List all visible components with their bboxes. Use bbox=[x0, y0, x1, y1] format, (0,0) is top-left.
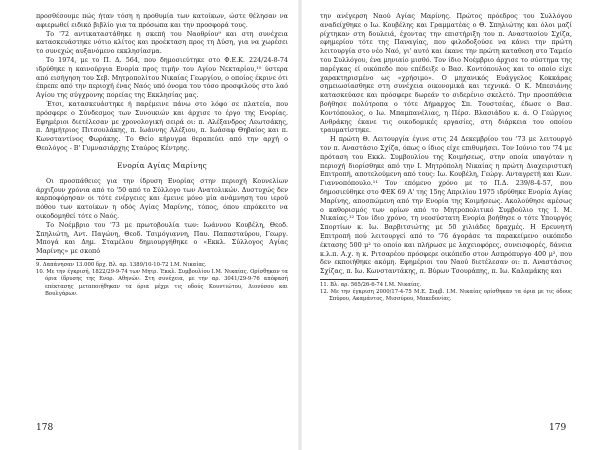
left-page bbox=[36, 12, 288, 407]
page-number-right: 179 bbox=[549, 423, 567, 433]
footnote-rule bbox=[36, 259, 94, 260]
section-heading: Ενορία Αγίας Μαρίνης bbox=[117, 160, 207, 170]
book-gutter bbox=[298, 0, 302, 450]
footnote-12: 12. Με την έγκριση 2000/17-4-75 Μ.Ε. Συμβ. Ι.Μ. Νικαίας ορίσθηκαν τα όρια με τις όδους Σπύρου, Ακαμάντος, Μισσύρου, Μακεδονίας. bbox=[320, 289, 572, 303]
right-paragraph-2: Η πρώτη Θ. Λειτουργία έγινε στις 24 Δεκεμβρίου του '73 με λειτουργό τον π. Αναστάσιο Σχίζα, όπως ο ίδιος είχε επιθυμήσει. Τον Ιούνιο του '74 με πρόταση του Εκκλ. Συμβουλίου της Κοιμήσεως, στην οποία υπαγόταν η περιοχή διορίσθηκε από την Ι. Μητρόπολη Νικαίας η πρώτη Διαχειριστική Επιτροπή, αποτελούμενη από τους: Ιω. Κουβέλη, Γεώργ. Ανταγρετή και Κων. Γιαννοπόπουλο.¹¹ Τον επόμενο χρόνο με το Π.Δ. 239/8-4-57, που δημοσιεύθηκε στο ΦΕΚ 69 Α' της 15ης Απριλίου 1975 ιδρύθηκε Ενορία Αγίας Μαρίνης, αποσπώμενη από την Ενορία της Κοιμήσεως. Ακολούθησε αμέσως ο καθορισμός των ορίων από το Μητροπολιτικό Συμβούλιο της Ι. Μ. Νικαίας.¹² Τον ίδιο χρόνο, τη νεοσύστατη Ενορία βοήθησε ο τότε Υπουργός Σπορτίων κ. Ιω. Βαρβιτσιώτης με 50 χιλιάδες δραχμές. Η Ερευνητή Επιτροπή πού λειτουργεί από το '76 άγοράσε τα παρακείμενο οικόπεδο έκτασης 500 μ² το οποίο και πλήρωσε με λαχειοφόρες, συνεισφορές, δάνεια κ.λ.π. Α.χ. η κ. Ριτσαρέου πρόσφερε οικόπεδο στον Ασπρόπυργο 400 μ², που δεν εκποιήθηκε ακόμη. Εφημέριοι του Ναού διετέλεσαν οι: π. Αναστάσιος Σχίζας, π. Ιω. Κωνσταντάκης, π. Βύρων Τσουράπης, π. Ιω. Καλαμάκης και bbox=[320, 135, 572, 276]
right-paragraph-1: την ανέγερση Ναού Αγίας Μαρίνης. Πρώτος πρόεδρος του Συλλόγου αναδείχθηκε ο Ιω. Κουβέλης και Γραμματέας ο Θ. Σπηλιώτης και όλοι μαζί ρίχτηκαν στη δουλειά, έχοντας την επιστήριξη του π. Αναστασίου Σχίζα, εφημερίου τότε της Παναγίας, που φιλοδοξούσε να κάνει την πρώτη λειτουργία στο νέο Ναό, γι' αυτό και έκανε την πρώτη καταθεση στο Ταμείο του Συλλόγου, ένα μηνιαίο μισθό. Τον ίδιο Νοέμβριο άρχισε το σύστημα της παρέγκας εί οικόπεδο που επέδειξε ο Βασ. Κοντόπουλος και το οποίο είχε χαρακτηρισμένο ως «χρήσιμο». Ο μηχανικός Ευάγγελος Κοκκάρας σημειωσίασθηκε στη συνέχεια οικονομικά και τεχνικά. Ο Κ. Μπεσιάνης κατασκεύασε και πρόσφερε δωρεάν το σιδερένιο σκελετό. Την προσπάθεια βοήθησε πολύτροπα ο τότε Δήμαρχος Σπ. Τουστσέας, έδωσε ο Βασ. Κοντόπουλος, ο Ιω. Μπαμπανέλιας, η Πέρσ. Βλασιάδου κ. ά. Ο Γεώργιος Ανθράκης έκανε τις οικοδομικές εργασίες, στη διάρκεια του οποίου τραυματίστηκε. bbox=[320, 12, 572, 135]
section-paragraph-1: Οι προσπάθειες για την ίδρυση Ενορίας στην περιοχή Κουνελίων άρχιζουν χρόνια από το '50 από το Σύλλογο των Ανατολικών. Δυστυχώς δεν καρποφόρησαν οι τότε ενέργειες και έμεινε μόνο μία ανάμνηση του ιερού πόθου των κατοίκων η οδός Αγίας Μαρίνης, τόπος, όπου επρόκειτο να οικοδομηθεί τότε ο Ναός. bbox=[36, 176, 288, 220]
left-paragraph-4: Έτσι, κατασκευάστηκε ή παρέμεινε πάνω στο λόφο σε πλατεία, που πρόσφερε ο Σύνδεσμος των Συνοικιών και άρχισε το έργο της Ενορίας. Εφημέριοι διετέλεσαν με χρονολογική σειρά οι: π. Αλέξανδρος Λεωτσάκης, π. Δημήτριος Πιτσουλάκης, π. Ιωάννης Αλέξιου, π. Ιωάσαφ Θηβαίος και π. Κωνσταντίνος Φωράκης. Το Θείο κήρυγμα θεραπεύει από την αρχή ο Θεολόγος - Β' Γυμνασιάρχης Σταύρος Κέντρης. bbox=[36, 99, 288, 152]
page-number-left: 178 bbox=[36, 423, 54, 433]
left-paragraph-3: Το 1974, με το Π. Δ. 564, που δημοσιεύτηκε στο Φ.Ε.Κ. 224/24-8-74 ιδρύθηκε η καινούργια Ενορία προς τιμήν του Αγίου Νεκταρίου,¹⁰ ύστερα από εισήγηση του Σεβ. Μητροπολίτου Νικαίας Γεωργίου, ο οποίος έκρινε ότι έπρεπε από την περιοχή ένας Ναός υπό όνομα του τόσο προσφιλούς στο λαό Αγίου της σύγχρονης πορείας της Εκκλησίας μας. bbox=[36, 55, 288, 100]
left-paragraph-1: προσθέσουμε πώς ήταν τόση η προθυμία των κατοίκων, ώστε θέλησαν να αφιερωθεί ειδικό βιβλίο για τα πρόσωπα και την προσφορά τους. bbox=[36, 12, 288, 29]
left-paragraph-2: Το '72 αντικαταστάθηκε η σκεπή του Ναοθρίου⁹ και στη συνέχεια κατασκευάστηκε νότιο κλίτος και προέκταση προς τη Δύση, για να χωρέσει το συνεχώς αυξανόμενο εκκλησίασμα. bbox=[36, 29, 288, 56]
footnote-rule bbox=[320, 279, 378, 280]
right-page bbox=[320, 12, 572, 407]
footnote-11: 11. Βλ. αρ. 565/26-6-74 Ι.Μ. Νικαίας. bbox=[320, 281, 422, 288]
footnote-10: 10. Με την έγκρισή, 1822/29-9-74 των Μητρ. Έκκλ. Συμβουλίου Ι.Μ. Νικαίας. Ορίσθηκαν τα όρια ίδρυσης της Ενορ. Αθηνών. Στη συνέχεια, με την αρ. 3041/29-9-76 απόφασή επέκτασης μεταποιήθηκαν τα όρια μέχρι τις οδούς Κουντιώτου, Διονύσου και Βουλγάρων. bbox=[36, 269, 288, 297]
left-footnotes bbox=[36, 262, 288, 298]
footnote-9: 9. Δαπάνησαν 13.000 δρχ. Βλ. αρ. 1389/10-10-72 Ι.Μ. Νικαίας. bbox=[36, 261, 207, 268]
section-paragraph-2: Το Νοέμβριο του '73 με πρωτοβουλία των: Ιωάννου Κουβέλη, Θεοδ. Σπηλιώτη, Αντ. Παγώνη, Θεοδ. Τσιμόγιαννη, Παυ. Παπασταύρου, Γεωργ. Μπογά και Δημ. Σταμέλου δημιουργήθηκε ο «Εκκλ. Σύλλογος Αγίας Μαρίνης» με σκοπό bbox=[36, 220, 288, 256]
right-footnotes bbox=[320, 282, 572, 304]
